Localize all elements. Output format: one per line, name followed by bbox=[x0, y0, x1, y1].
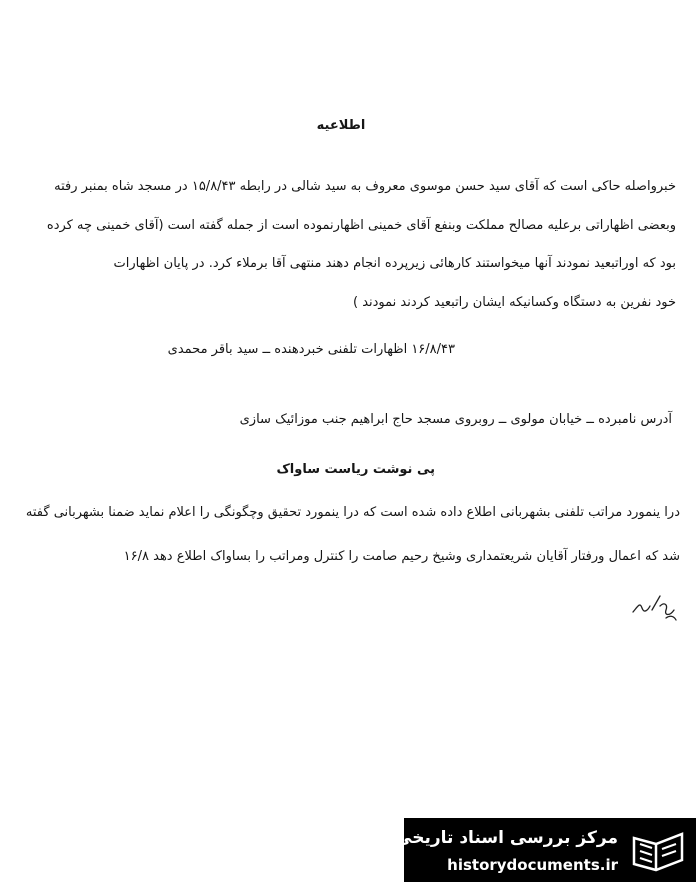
footnote-line-2: شد که اعمال ورفتار آقایان شریعتمداری وشیخ رحیم صامت را کنترل ومراتب را بساواک اطلاع دهد ۱۶/۸ bbox=[123, 549, 680, 564]
document-title: اطلاعیه bbox=[316, 118, 366, 133]
watermark-name: مرکز بررسی اسناد تاریخی bbox=[395, 828, 618, 848]
watermark-banner bbox=[395, 818, 696, 882]
body-line-3: بود که اوراتبعید نمودند آنها میخواستند کارهائی زیرپرده انجام دهند منتهی آقا برملاء کرد. در پایان اظهارات bbox=[113, 256, 676, 271]
handwritten-date-mark bbox=[630, 588, 680, 622]
watermark-url: historydocuments.ir bbox=[447, 856, 618, 874]
report-source-line: ۱۶/۸/۴۳ اظهارات تلفنی خبردهنده ــ سید باقر محمدی bbox=[167, 342, 455, 357]
body-line-4: خود نفرین به دستگاه وکسانیکه ایشان راتبعید کردند نمودند ) bbox=[352, 295, 676, 310]
archive-logo-icon bbox=[628, 824, 688, 876]
body-line-1: خبرواصله حاکی است که آقای سید حسن موسوی معروف به سید شالی در رابطه ۱۵/۸/۴۳ در مسجد شاه بمنبر رفته bbox=[54, 179, 676, 194]
address-line: آدرس نامبرده ــ خیابان مولوی ــ روبروی مسجد حاج ابراهیم جنب موزائیک سازی bbox=[239, 412, 672, 427]
footnote-line-1: درا ینمورد مراتب تلفنی بشهربانی اطلاع داده شده است که درا ینمورد تحقیق وچگونگی را اعلام نماید ضمنا بشهربانی گفته bbox=[25, 505, 680, 520]
body-line-2: وبعضی اظهاراتی برعلیه مصالح مملکت وبنفع آقای خمینی اظهارنموده است از جمله گفته است (آقای خمینی چه کرده bbox=[46, 218, 676, 233]
footnote-title: پی نوشت ریاست ساواک bbox=[276, 462, 435, 477]
